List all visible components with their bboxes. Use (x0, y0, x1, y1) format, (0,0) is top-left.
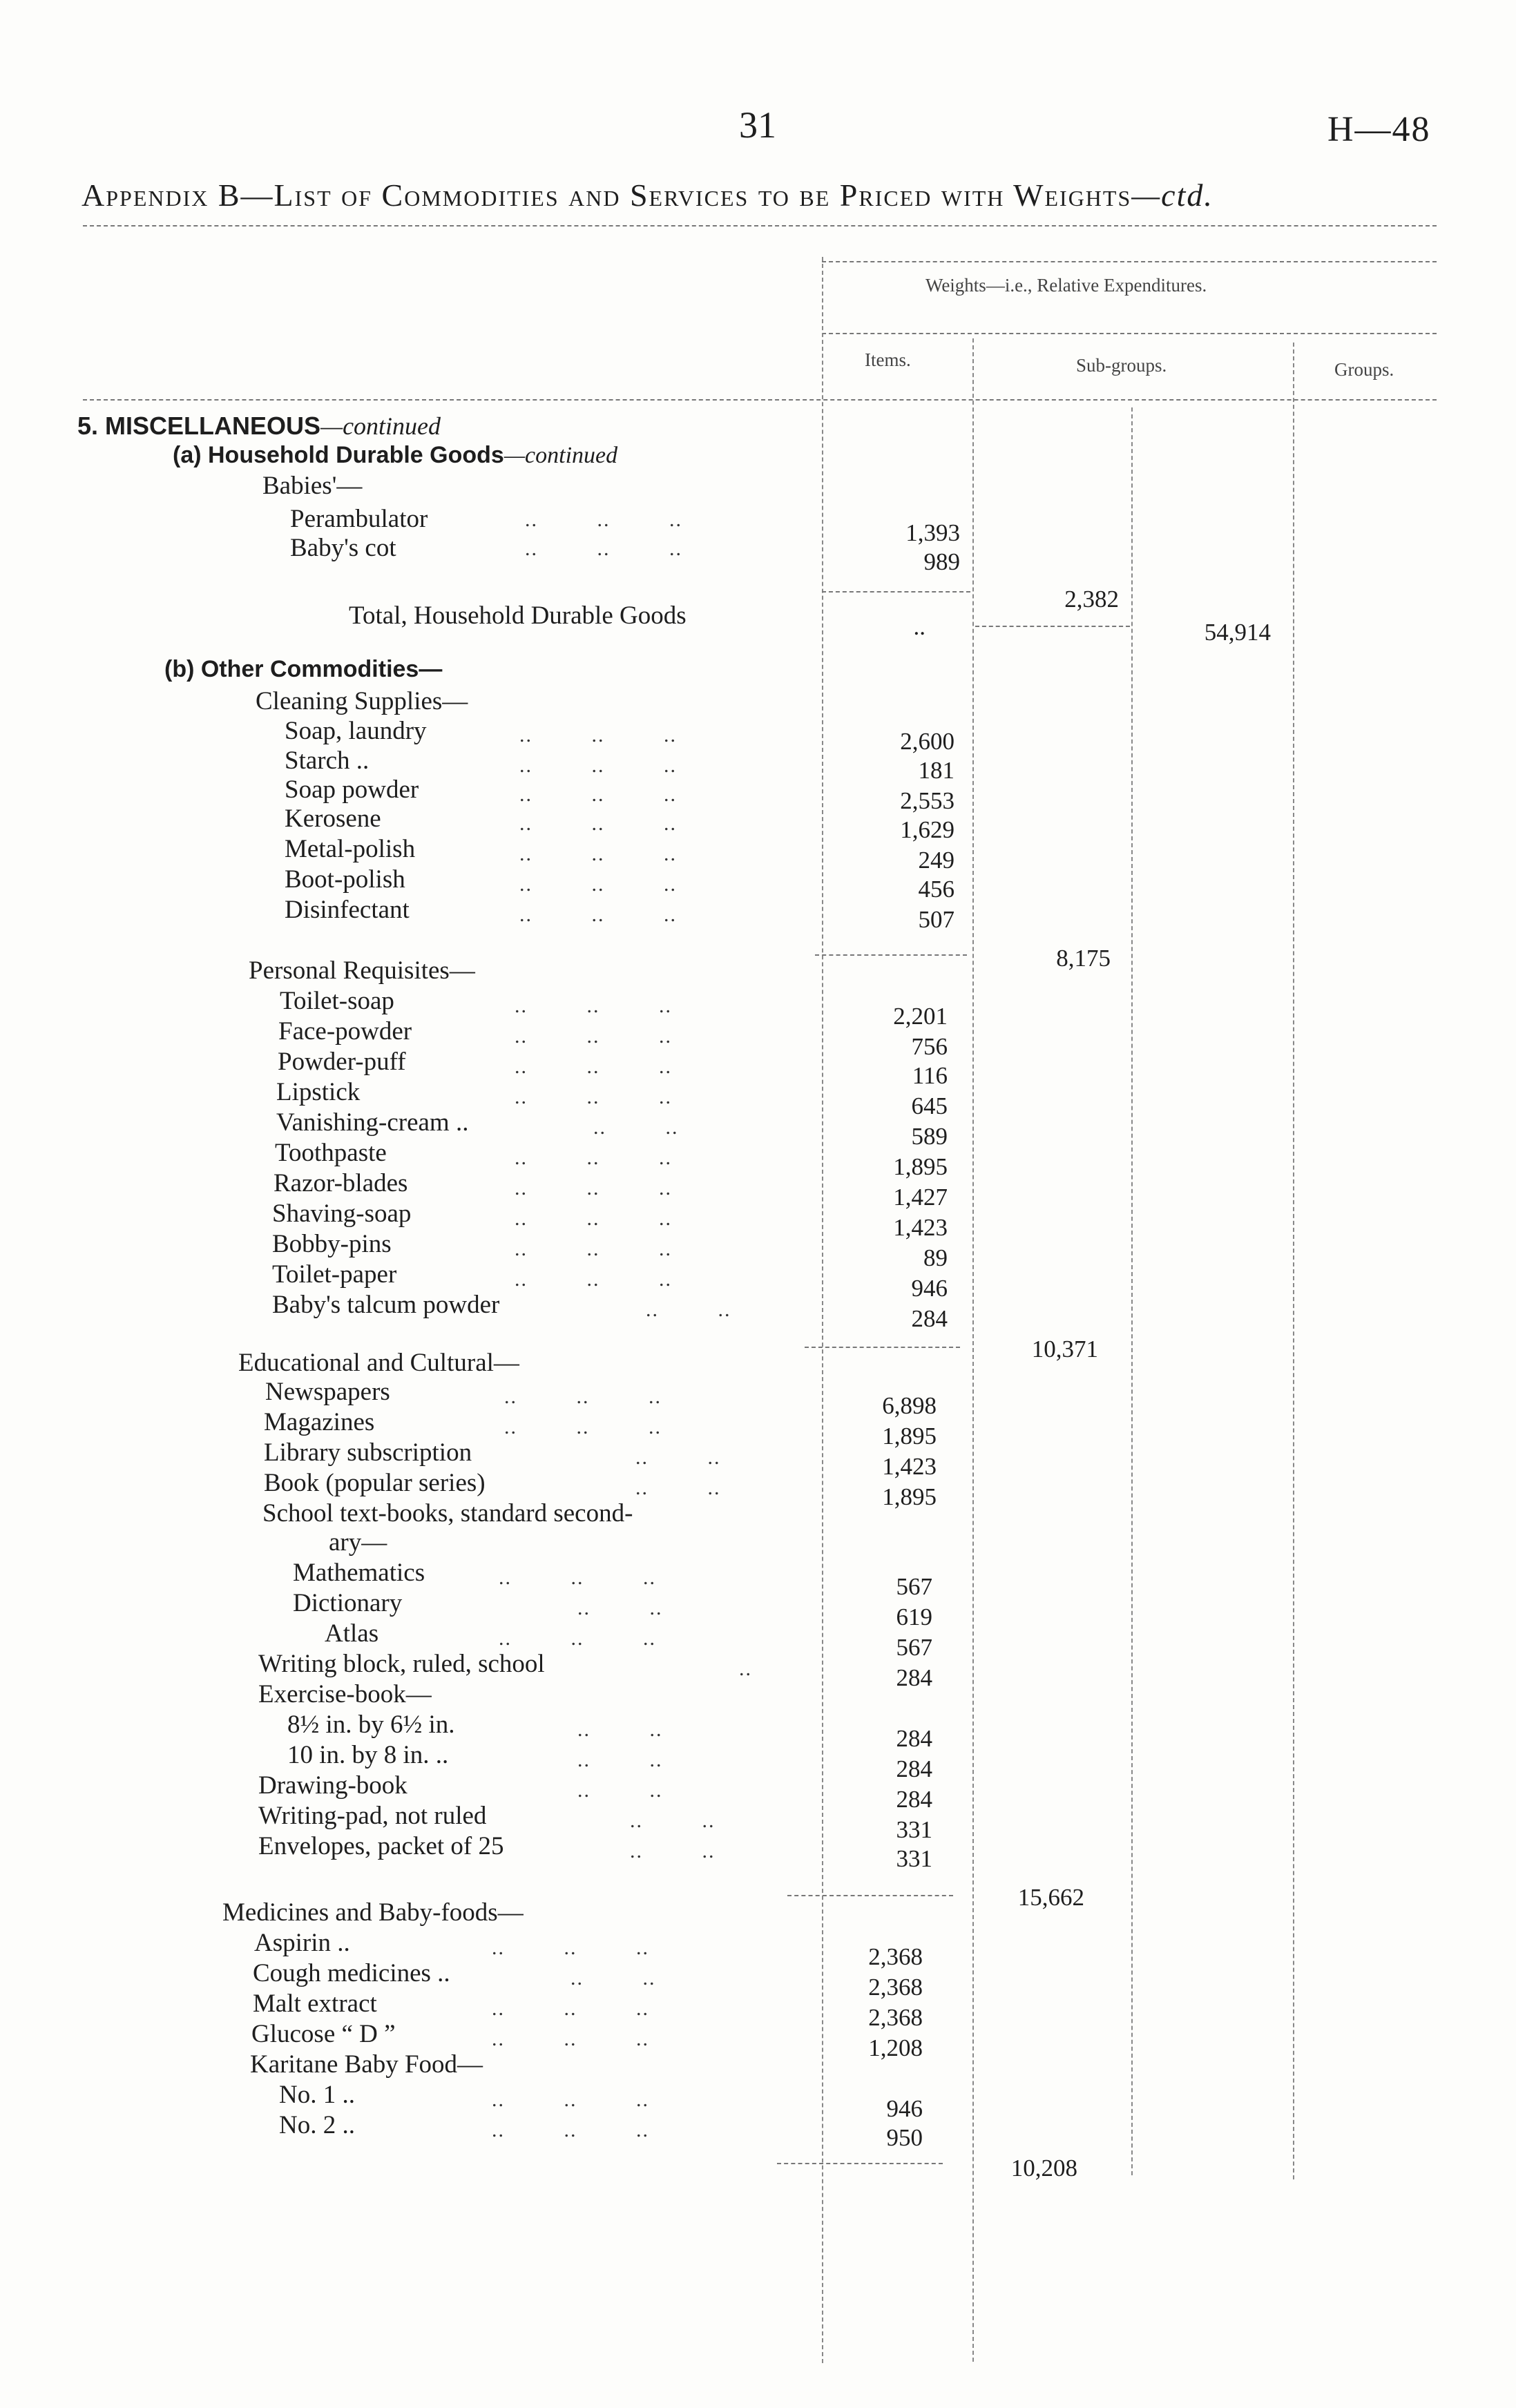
leader-dots: .. .. (492, 1967, 656, 1990)
leader-dots: .. .. .. (515, 1146, 672, 1169)
rule-under-columns (83, 399, 1437, 401)
item-value: 2,553 (900, 787, 954, 814)
item-value: 6,898 (882, 1392, 937, 1419)
karitane-heading: Karitane Baby Food— (250, 2050, 483, 2079)
cleaning-subtotal: 8,175 (1056, 945, 1111, 972)
subtotal-rule (805, 1347, 960, 1348)
item-value: 2,368 (868, 1943, 923, 1970)
item-value: 331 (896, 1816, 932, 1843)
item-label: Aspirin .. (254, 1929, 350, 1957)
leader-dots: .. .. .. (492, 2088, 649, 2111)
item-value: 249 (918, 847, 954, 874)
column-groups: Groups. (1334, 359, 1394, 380)
item-label: Shaving-soap (272, 1200, 412, 1228)
item-value: 1,393 (905, 519, 960, 546)
item-label: Writing block, ruled, school (258, 1650, 545, 1678)
item-value: 2,600 (900, 728, 954, 755)
item-value: 756 (911, 1033, 948, 1060)
item-value: 1,895 (893, 1153, 948, 1180)
section-suffix: —continued (320, 412, 441, 440)
item-label: Drawing-book (258, 1771, 407, 1800)
leader-dots: .. .. (504, 1446, 721, 1469)
item-value: 507 (918, 906, 954, 933)
household-heading (173, 442, 617, 469)
item-value: 1,895 (882, 1423, 937, 1449)
educational-heading: Educational and Cultural— (238, 1349, 519, 1377)
item-label: Magazines (264, 1408, 375, 1436)
item-value: 284 (896, 1786, 932, 1813)
leader-dots: .. .. .. (525, 508, 682, 531)
item-label: Powder-puff (278, 1048, 406, 1076)
leader-dots: .. .. .. (519, 812, 677, 835)
item-label: Book (popular series) (264, 1469, 486, 1497)
household-total-group: 54,914 (1204, 619, 1271, 646)
item-label: Soap, laundry (285, 717, 427, 745)
item-value: 284 (896, 1664, 932, 1691)
other-commodities-heading: (b) Other Commodities— (164, 656, 443, 682)
personal-subtotal: 10,371 (1031, 1336, 1098, 1362)
leader-dots: .. .. (499, 1718, 663, 1741)
item-value: 456 (918, 876, 954, 903)
item-value: 1,208 (868, 2034, 923, 2061)
leader-dots: .. .. .. (515, 1086, 672, 1108)
babies-subtotal: 2,382 (1064, 586, 1119, 613)
item-value: 1,427 (893, 1184, 948, 1211)
item-label: Cough medicines .. (253, 1959, 450, 1987)
leader-dots: .. .. .. (515, 994, 672, 1017)
subtotal-rule (777, 2163, 943, 2164)
leader-dots: .. .. .. (515, 1268, 672, 1291)
item-value: 1,629 (900, 816, 954, 843)
item-value: 331 (896, 1845, 932, 1872)
column-subgroups: Sub-groups. (1076, 355, 1167, 376)
babies-heading: Babies'— (262, 472, 363, 500)
item-value: 946 (911, 1275, 948, 1302)
leader-dots: .. .. .. (515, 1025, 672, 1048)
item-value: 1,895 (882, 1483, 937, 1510)
leader-dots: .. .. .. (492, 1936, 649, 1959)
leader-dots: .. .. .. (519, 724, 677, 747)
leader-dots: .. .. .. (492, 2027, 649, 2050)
item-label: Perambulator (290, 505, 428, 533)
item-value: 284 (911, 1305, 948, 1332)
subtotal-rule (815, 954, 967, 956)
item-value: 181 (918, 757, 954, 784)
item-label: 10 in. by 8 in. .. (287, 1741, 449, 1769)
item-label: Envelopes, packet of 25 (258, 1832, 504, 1860)
leader-dots: .. .. .. (504, 1416, 662, 1438)
item-value: 619 (896, 1603, 932, 1630)
personal-heading: Personal Requisites— (249, 956, 475, 985)
item-label: Library subscription (264, 1438, 472, 1467)
leader-dots: .. .. .. (525, 537, 682, 560)
household-total-items: .. (913, 613, 925, 640)
item-label: Baby's cot (290, 534, 396, 562)
item-label: Starch .. (285, 747, 370, 775)
column-items: Items. (865, 349, 911, 370)
item-value: 589 (911, 1123, 948, 1150)
rule-under-title (83, 225, 1437, 227)
leader-dots: .. .. (499, 1840, 716, 1862)
page-title (81, 177, 1213, 213)
item-label: No. 1 .. (279, 2081, 355, 2109)
item-value: 284 (896, 1755, 932, 1782)
section-number: 5. (77, 412, 99, 440)
item-label: Toothpaste (275, 1139, 387, 1167)
household-suffix: —continued (503, 443, 618, 468)
item-value: 1,423 (893, 1214, 948, 1241)
leader-dots: .. .. (499, 1809, 716, 1832)
educational-subtotal: 15,662 (1017, 1884, 1084, 1911)
leader-dots: .. .. .. (519, 842, 677, 865)
item-label: Malt extract (253, 1990, 377, 2018)
medicines-subtotal: 10,208 (1010, 2155, 1077, 2181)
column-rule-4 (1293, 343, 1294, 2179)
rule-top-table (822, 261, 1437, 262)
leader-dots: .. (739, 1657, 752, 1680)
medicines-heading: Medicines and Baby-foods— (222, 1898, 524, 1927)
leader-dots: .. .. (499, 1779, 663, 1802)
leader-dots: .. .. .. (504, 1385, 662, 1408)
exercise-book-heading: Exercise-book— (258, 1680, 432, 1708)
item-label: Boot-polish (285, 865, 405, 894)
item-label: Kerosene (285, 805, 381, 833)
subtotal-rule (975, 626, 1130, 627)
leader-dots: .. .. (515, 1116, 679, 1139)
leader-dots: .. .. .. (492, 1997, 649, 2020)
cleaning-heading: Cleaning Supplies— (256, 687, 468, 715)
item-value: 645 (911, 1092, 948, 1119)
leader-dots: .. .. .. (519, 783, 677, 806)
leader-dots: .. .. .. (519, 903, 677, 926)
item-label: Toilet-soap (280, 987, 394, 1015)
household-title: (a) Household Durable Goods (173, 442, 504, 468)
column-rule-3 (1131, 407, 1133, 2175)
item-label: Baby's talcum powder (272, 1291, 500, 1319)
item-value: 946 (886, 2095, 923, 2122)
subtotal-rule (787, 1895, 953, 1896)
household-total-label: Total, Household Durable Goods (349, 601, 687, 630)
leader-dots: .. .. (504, 1476, 721, 1499)
school-textbooks-line2: ary— (329, 1528, 387, 1557)
item-value: 284 (896, 1725, 932, 1752)
section-title: MISCELLANEOUS (105, 412, 321, 440)
leader-dots: .. .. .. (515, 1207, 672, 1230)
item-value: 2,201 (893, 1003, 948, 1030)
document-reference: H—48 (1327, 110, 1431, 149)
subtotal-rule (822, 591, 970, 593)
item-label: 8½ in. by 6½ in. (287, 1711, 455, 1739)
item-value: 567 (896, 1573, 932, 1600)
leader-dots: .. .. .. (499, 1566, 656, 1589)
item-label: Disinfectant (285, 896, 410, 924)
item-label: Writing-pad, not ruled (258, 1802, 487, 1830)
item-label: Soap powder (285, 776, 419, 804)
leader-dots: .. .. (499, 1749, 663, 1771)
school-textbooks-line1: School text-books, standard second- (262, 1499, 633, 1528)
leader-dots: .. .. .. (519, 754, 677, 777)
item-value: 950 (886, 2124, 923, 2151)
item-label: Face-powder (278, 1017, 412, 1046)
item-label: Atlas (325, 1619, 379, 1648)
title-main: Appendix B—List of Commodities and Services to be Priced with Weights (81, 177, 1132, 213)
item-label: Dictionary (293, 1589, 403, 1617)
leader-dots: .. .. (515, 1298, 731, 1321)
item-label: Mathematics (293, 1559, 425, 1587)
leader-dots: .. .. (499, 1597, 663, 1619)
item-value: 89 (923, 1244, 948, 1271)
rule-under-weights (822, 333, 1437, 334)
item-label: Razor-blades (274, 1169, 408, 1197)
item-label: Toilet-paper (272, 1260, 397, 1289)
item-value: 2,368 (868, 2004, 923, 2031)
item-value: 1,423 (882, 1453, 937, 1480)
leader-dots: .. .. .. (519, 873, 677, 896)
item-label: Newspapers (265, 1378, 390, 1406)
item-label: Lipstick (276, 1078, 361, 1106)
item-value: 567 (896, 1634, 932, 1661)
leader-dots: .. .. .. (492, 2119, 649, 2141)
item-label: Glucose “ D ” (251, 2020, 396, 2048)
leader-dots: .. .. .. (499, 1627, 656, 1650)
leader-dots: .. .. .. (515, 1237, 672, 1260)
title-suffix: —ctd. (1131, 177, 1213, 213)
page-number: 31 (739, 104, 776, 146)
leader-dots: .. .. .. (515, 1055, 672, 1078)
item-label: Bobby-pins (272, 1230, 392, 1258)
weights-heading: Weights—i.e., Relative Expenditures. (925, 275, 1207, 296)
item-label: No. 2 .. (279, 2111, 355, 2139)
item-label: Vanishing-cream .. (276, 1108, 469, 1137)
item-label: Metal-polish (285, 835, 416, 863)
section-heading (77, 412, 441, 441)
item-value: 989 (923, 548, 960, 575)
leader-dots: .. .. .. (515, 1177, 672, 1200)
item-value: 116 (912, 1062, 948, 1089)
item-value: 2,368 (868, 1974, 923, 2001)
